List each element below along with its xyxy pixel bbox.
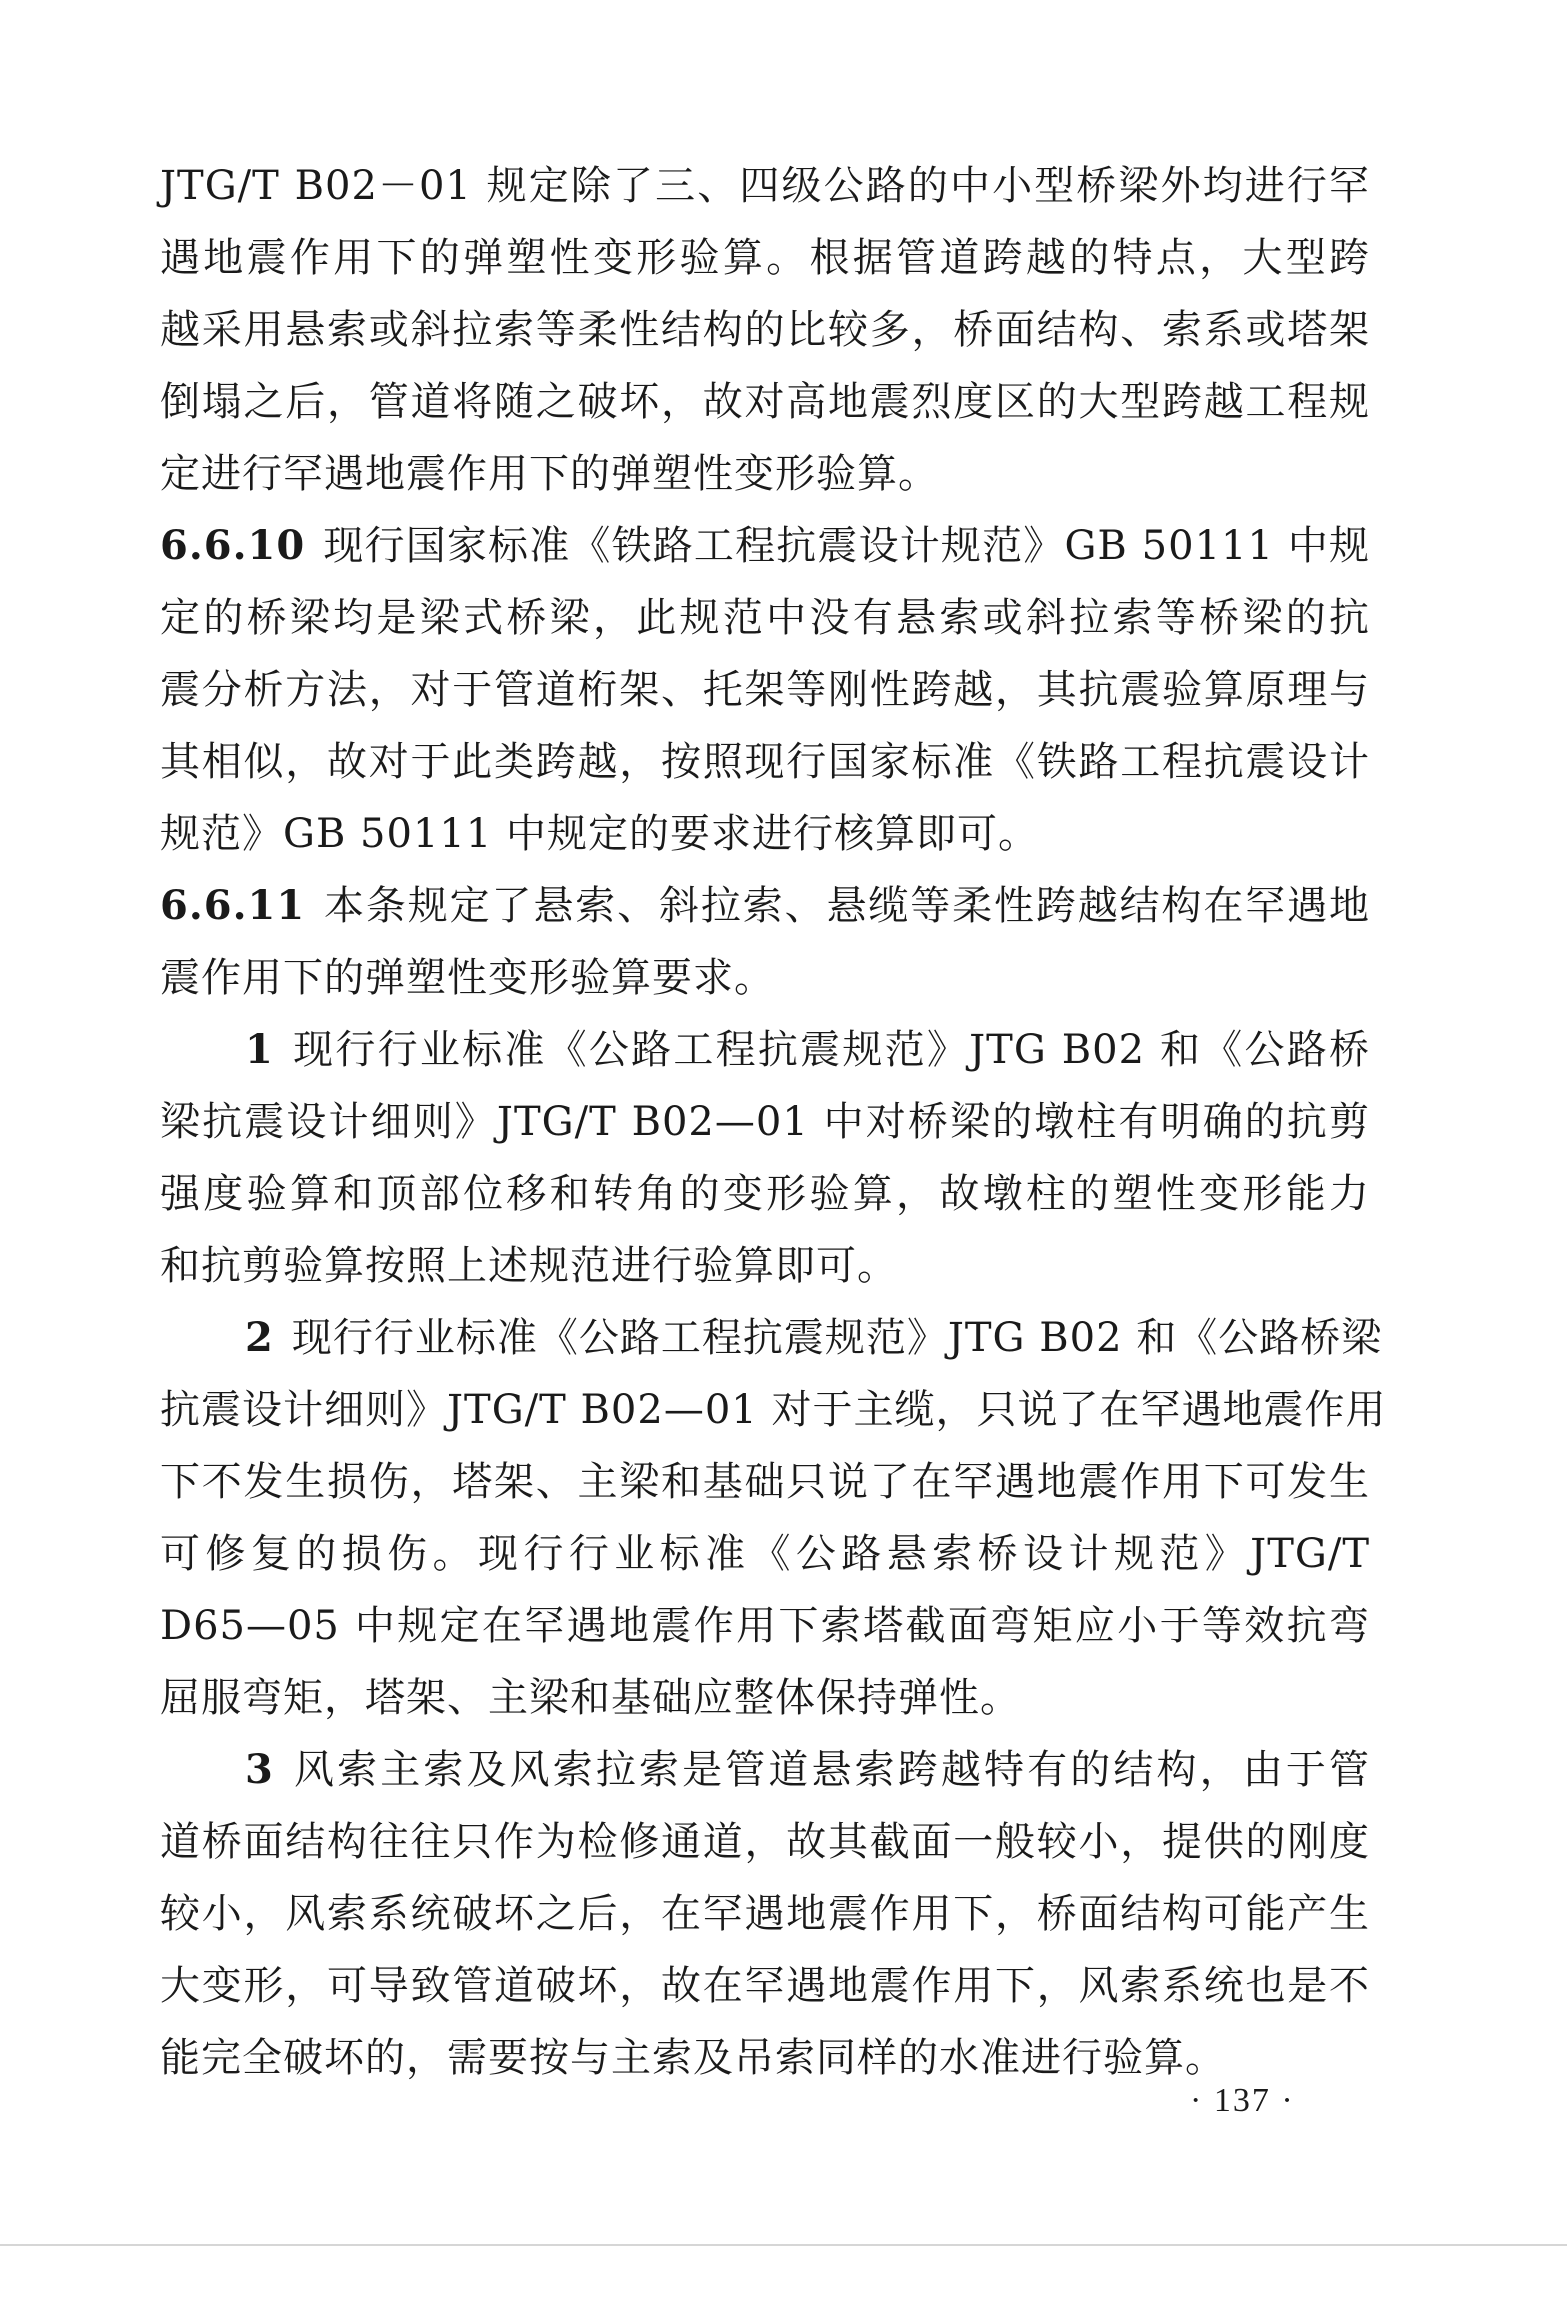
- text-line: 梁抗震设计细则》JTG/T B02—01 中对桥梁的墩柱有明确的抗剪: [160, 1099, 1370, 1145]
- text-line: 和抗剪验算按照上述规范进行验算即可。: [160, 1243, 898, 1289]
- text-line: 倒塌之后，管道将随之破坏，故对高地震烈度区的大型跨越工程规: [160, 379, 1370, 425]
- text-line: 遇地震作用下的弹塑性变形验算。根据管道跨越的特点，大型跨: [160, 235, 1370, 281]
- bottom-divider: [0, 2244, 1567, 2246]
- clause-first-line: [160, 870, 1370, 942]
- item-first-line: [160, 1302, 1383, 1374]
- text-line: 屈服弯矩，塔架、主梁和基础应整体保持弹性。: [160, 1675, 1021, 1721]
- text-line: 大变形，可导致管道破坏，故在罕遇地震作用下，风索系统也是不: [160, 1963, 1370, 2009]
- text-line: 越采用悬索或斜拉索等柔性结构的比较多，桥面结构、索系或塔架: [160, 307, 1370, 353]
- text-span: 现行行业标准《公路工程抗震规范》JTG B02 和《公路桥梁: [291, 1315, 1383, 1361]
- item-first-line: [160, 1014, 1370, 1086]
- item-number: 1: [245, 1026, 274, 1073]
- item-first-line: [160, 1734, 1370, 1806]
- text-line: 强度验算和顶部位移和转角的变形验算，故墩柱的塑性变形能力: [160, 1171, 1370, 1217]
- text-span: 现行行业标准《公路工程抗震规范》JTG B02 和《公路桥: [291, 1027, 1370, 1073]
- text-span: 风索主索及风索拉索是管道悬索跨越特有的结构，由于管: [291, 1747, 1370, 1793]
- text-line: 能完全破坏的，需要按与主索及吊索同样的水准进行验算。: [160, 2035, 1226, 2081]
- text-line: 抗震设计细则》JTG/T B02—01 对于主缆，只说了在罕遇地震作用: [160, 1387, 1387, 1433]
- text-span: 现行国家标准《铁路工程抗震设计规范》GB 50111 中规: [323, 523, 1370, 569]
- body-text: [160, 150, 1387, 2094]
- clause-number: 6.6.10: [160, 522, 306, 569]
- text-line: 规范》GB 50111 中规定的要求进行核算即可。: [160, 811, 1040, 857]
- text-line: 震作用下的弹塑性变形验算要求。: [160, 955, 775, 1001]
- text-line: D65—05 中规定在罕遇地震作用下索塔截面弯矩应小于等效抗弯: [160, 1603, 1370, 1649]
- text-line: 定的桥梁均是梁式桥梁，此规范中没有悬索或斜拉索等桥梁的抗: [160, 595, 1370, 641]
- text-span: 本条规定了悬索、斜拉索、悬缆等柔性跨越结构在罕遇地: [323, 883, 1370, 929]
- page-number: · 137 ·: [1190, 2082, 1295, 2119]
- text-line: 其相似，故对于此类跨越，按照现行国家标准《铁路工程抗震设计: [160, 739, 1370, 785]
- item-number: 2: [245, 1314, 274, 1361]
- item-number: 3: [245, 1746, 274, 1793]
- text-line: 可修复的损伤。现行行业标准《公路悬索桥设计规范》JTG/T: [160, 1531, 1370, 1577]
- text-line: 道桥面结构往往只作为检修通道，故其截面一般较小，提供的刚度: [160, 1819, 1370, 1865]
- text-line: JTG/T B02－01 规定除了三、四级公路的中小型桥梁外均进行罕: [160, 163, 1370, 209]
- clause-number: 6.6.11: [160, 882, 306, 929]
- text-line: 较小，风索系统破坏之后，在罕遇地震作用下，桥面结构可能产生: [160, 1891, 1370, 1937]
- text-line: 下不发生损伤，塔架、主梁和基础只说了在罕遇地震作用下可发生: [160, 1459, 1370, 1505]
- clause-first-line: [160, 510, 1370, 582]
- text-line: 定进行罕遇地震作用下的弹塑性变形验算。: [160, 451, 939, 497]
- text-line: 震分析方法，对于管道桁架、托架等刚性跨越，其抗震验算原理与: [160, 667, 1370, 713]
